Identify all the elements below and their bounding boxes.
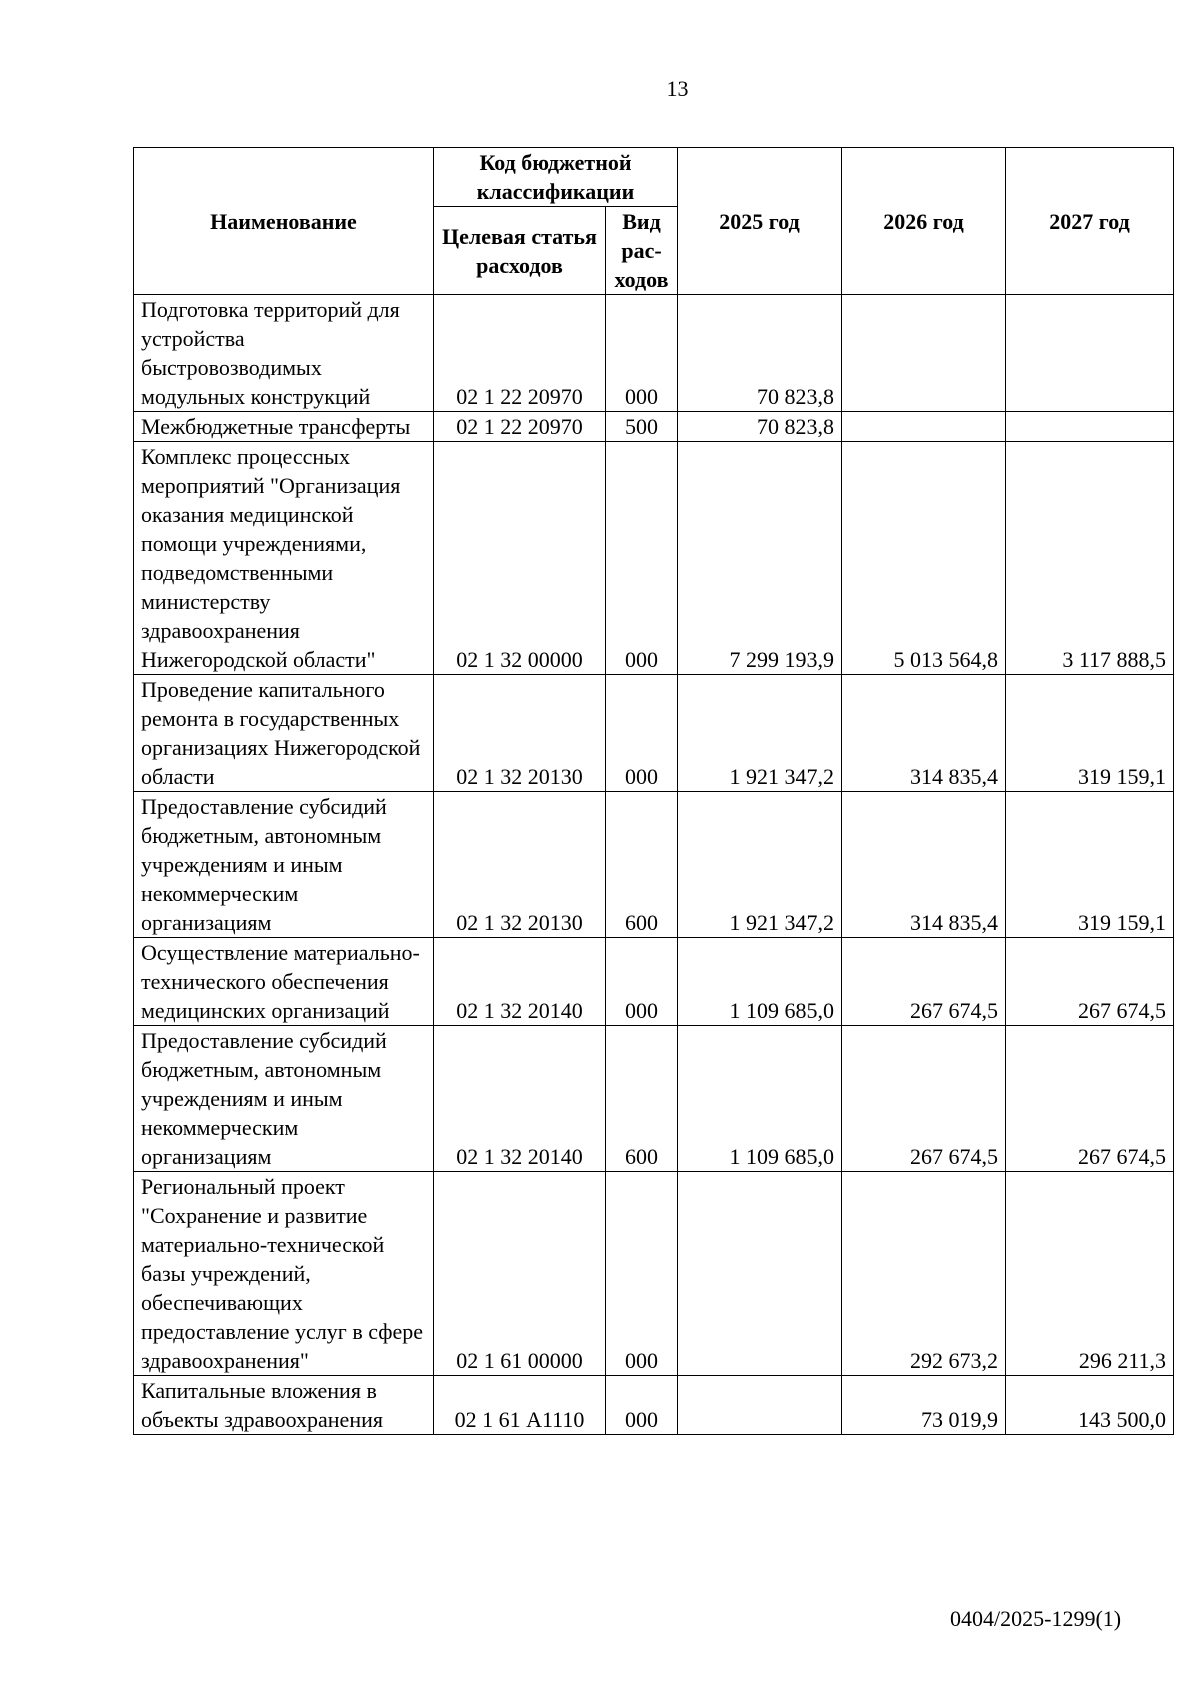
document-code: 0404/2025-1299(1) xyxy=(950,1606,1122,1631)
header-kbk-group: Код бюджетной классификации xyxy=(434,148,678,207)
row-target-article: 02 1 22 20970 xyxy=(434,412,606,442)
row-name: Подготовка территорий для устройства быстровозводимых модульных конструкций xyxy=(134,295,434,412)
row-target-article: 02 1 32 20130 xyxy=(434,792,606,938)
row-target-article: 02 1 32 00000 xyxy=(434,442,606,675)
row-value-2027: 319 159,1 xyxy=(1006,792,1174,938)
row-expense-type: 600 xyxy=(606,792,678,938)
row-value-2026: 5 013 564,8 xyxy=(842,442,1006,675)
row-name: Региональный проект "Сохранение и развитие материально-технической базы учреждений, обеспечивающих предоставление услуг в сфере здравоохранения" xyxy=(134,1172,434,1376)
row-name: Осуществление материально-технического обеспечения медицинских организаций xyxy=(134,938,434,1026)
row-name: Комплекс процессных мероприятий "Организация оказания медицинской помощи учреждениями, подведомственными министерству здравоохранения Нижегородской области" xyxy=(134,442,434,675)
row-expense-type: 000 xyxy=(606,938,678,1026)
row-target-article: 02 1 61 А1110 xyxy=(434,1376,606,1435)
header-2027: 2027 год xyxy=(1006,148,1174,295)
row-target-article: 02 1 22 20970 xyxy=(434,295,606,412)
row-expense-type: 000 xyxy=(606,1376,678,1435)
row-value-2025: 1 109 685,0 xyxy=(678,938,842,1026)
header-target-article: Целевая статья расходов xyxy=(434,207,606,295)
header-expense-type: Вид рас-ходов xyxy=(606,207,678,295)
row-value-2026: 314 835,4 xyxy=(842,675,1006,792)
row-expense-type: 000 xyxy=(606,675,678,792)
row-value-2025: 70 823,8 xyxy=(678,412,842,442)
row-value-2027 xyxy=(1006,412,1174,442)
table-row xyxy=(134,1376,1174,1435)
header-name: Наименование xyxy=(134,148,434,295)
row-value-2025: 1 921 347,2 xyxy=(678,675,842,792)
row-value-2027: 267 674,5 xyxy=(1006,1026,1174,1172)
row-value-2026 xyxy=(842,295,1006,412)
row-expense-type: 500 xyxy=(606,412,678,442)
row-value-2027: 3 117 888,5 xyxy=(1006,442,1174,675)
row-value-2027 xyxy=(1006,295,1174,412)
table-row xyxy=(134,1026,1174,1172)
row-name: Предоставление субсидий бюджетным, автономным учреждениям и иным некоммерческим организациям xyxy=(134,792,434,938)
row-value-2027: 143 500,0 xyxy=(1006,1376,1174,1435)
header-2025: 2025 год xyxy=(678,148,842,295)
table-row xyxy=(134,675,1174,792)
row-expense-type: 000 xyxy=(606,295,678,412)
table-row xyxy=(134,295,1174,412)
row-value-2026 xyxy=(842,412,1006,442)
table-row xyxy=(134,412,1174,442)
row-expense-type: 000 xyxy=(606,1172,678,1376)
table-row xyxy=(134,938,1174,1026)
row-name: Предоставление субсидий бюджетным, автономным учреждениям и иным некоммерческим организациям xyxy=(134,1026,434,1172)
row-value-2025: 1 921 347,2 xyxy=(678,792,842,938)
row-value-2025: 7 299 193,9 xyxy=(678,442,842,675)
row-value-2026: 267 674,5 xyxy=(842,1026,1006,1172)
row-value-2025: 70 823,8 xyxy=(678,295,842,412)
row-value-2026: 267 674,5 xyxy=(842,938,1006,1026)
row-target-article: 02 1 32 20130 xyxy=(434,675,606,792)
row-expense-type: 600 xyxy=(606,1026,678,1172)
row-name: Капитальные вложения в объекты здравоохранения xyxy=(134,1376,434,1435)
header-2026: 2026 год xyxy=(842,148,1006,295)
row-value-2025 xyxy=(678,1172,842,1376)
row-value-2026: 73 019,9 xyxy=(842,1376,1006,1435)
table-row xyxy=(134,442,1174,675)
row-value-2026: 314 835,4 xyxy=(842,792,1006,938)
row-target-article: 02 1 61 00000 xyxy=(434,1172,606,1376)
row-value-2025: 1 109 685,0 xyxy=(678,1026,842,1172)
page-number: 13 xyxy=(666,76,689,101)
row-value-2025 xyxy=(678,1376,842,1435)
row-name: Проведение капитального ремонта в государственных организациях Нижегородской области xyxy=(134,675,434,792)
budget-table xyxy=(133,147,1174,1435)
row-expense-type: 000 xyxy=(606,442,678,675)
row-value-2026: 292 673,2 xyxy=(842,1172,1006,1376)
table-row xyxy=(134,1172,1174,1376)
table-row xyxy=(134,792,1174,938)
row-value-2027: 319 159,1 xyxy=(1006,675,1174,792)
row-value-2027: 267 674,5 xyxy=(1006,938,1174,1026)
row-value-2027: 296 211,3 xyxy=(1006,1172,1174,1376)
row-target-article: 02 1 32 20140 xyxy=(434,1026,606,1172)
row-name: Межбюджетные трансферты xyxy=(134,412,434,442)
row-target-article: 02 1 32 20140 xyxy=(434,938,606,1026)
